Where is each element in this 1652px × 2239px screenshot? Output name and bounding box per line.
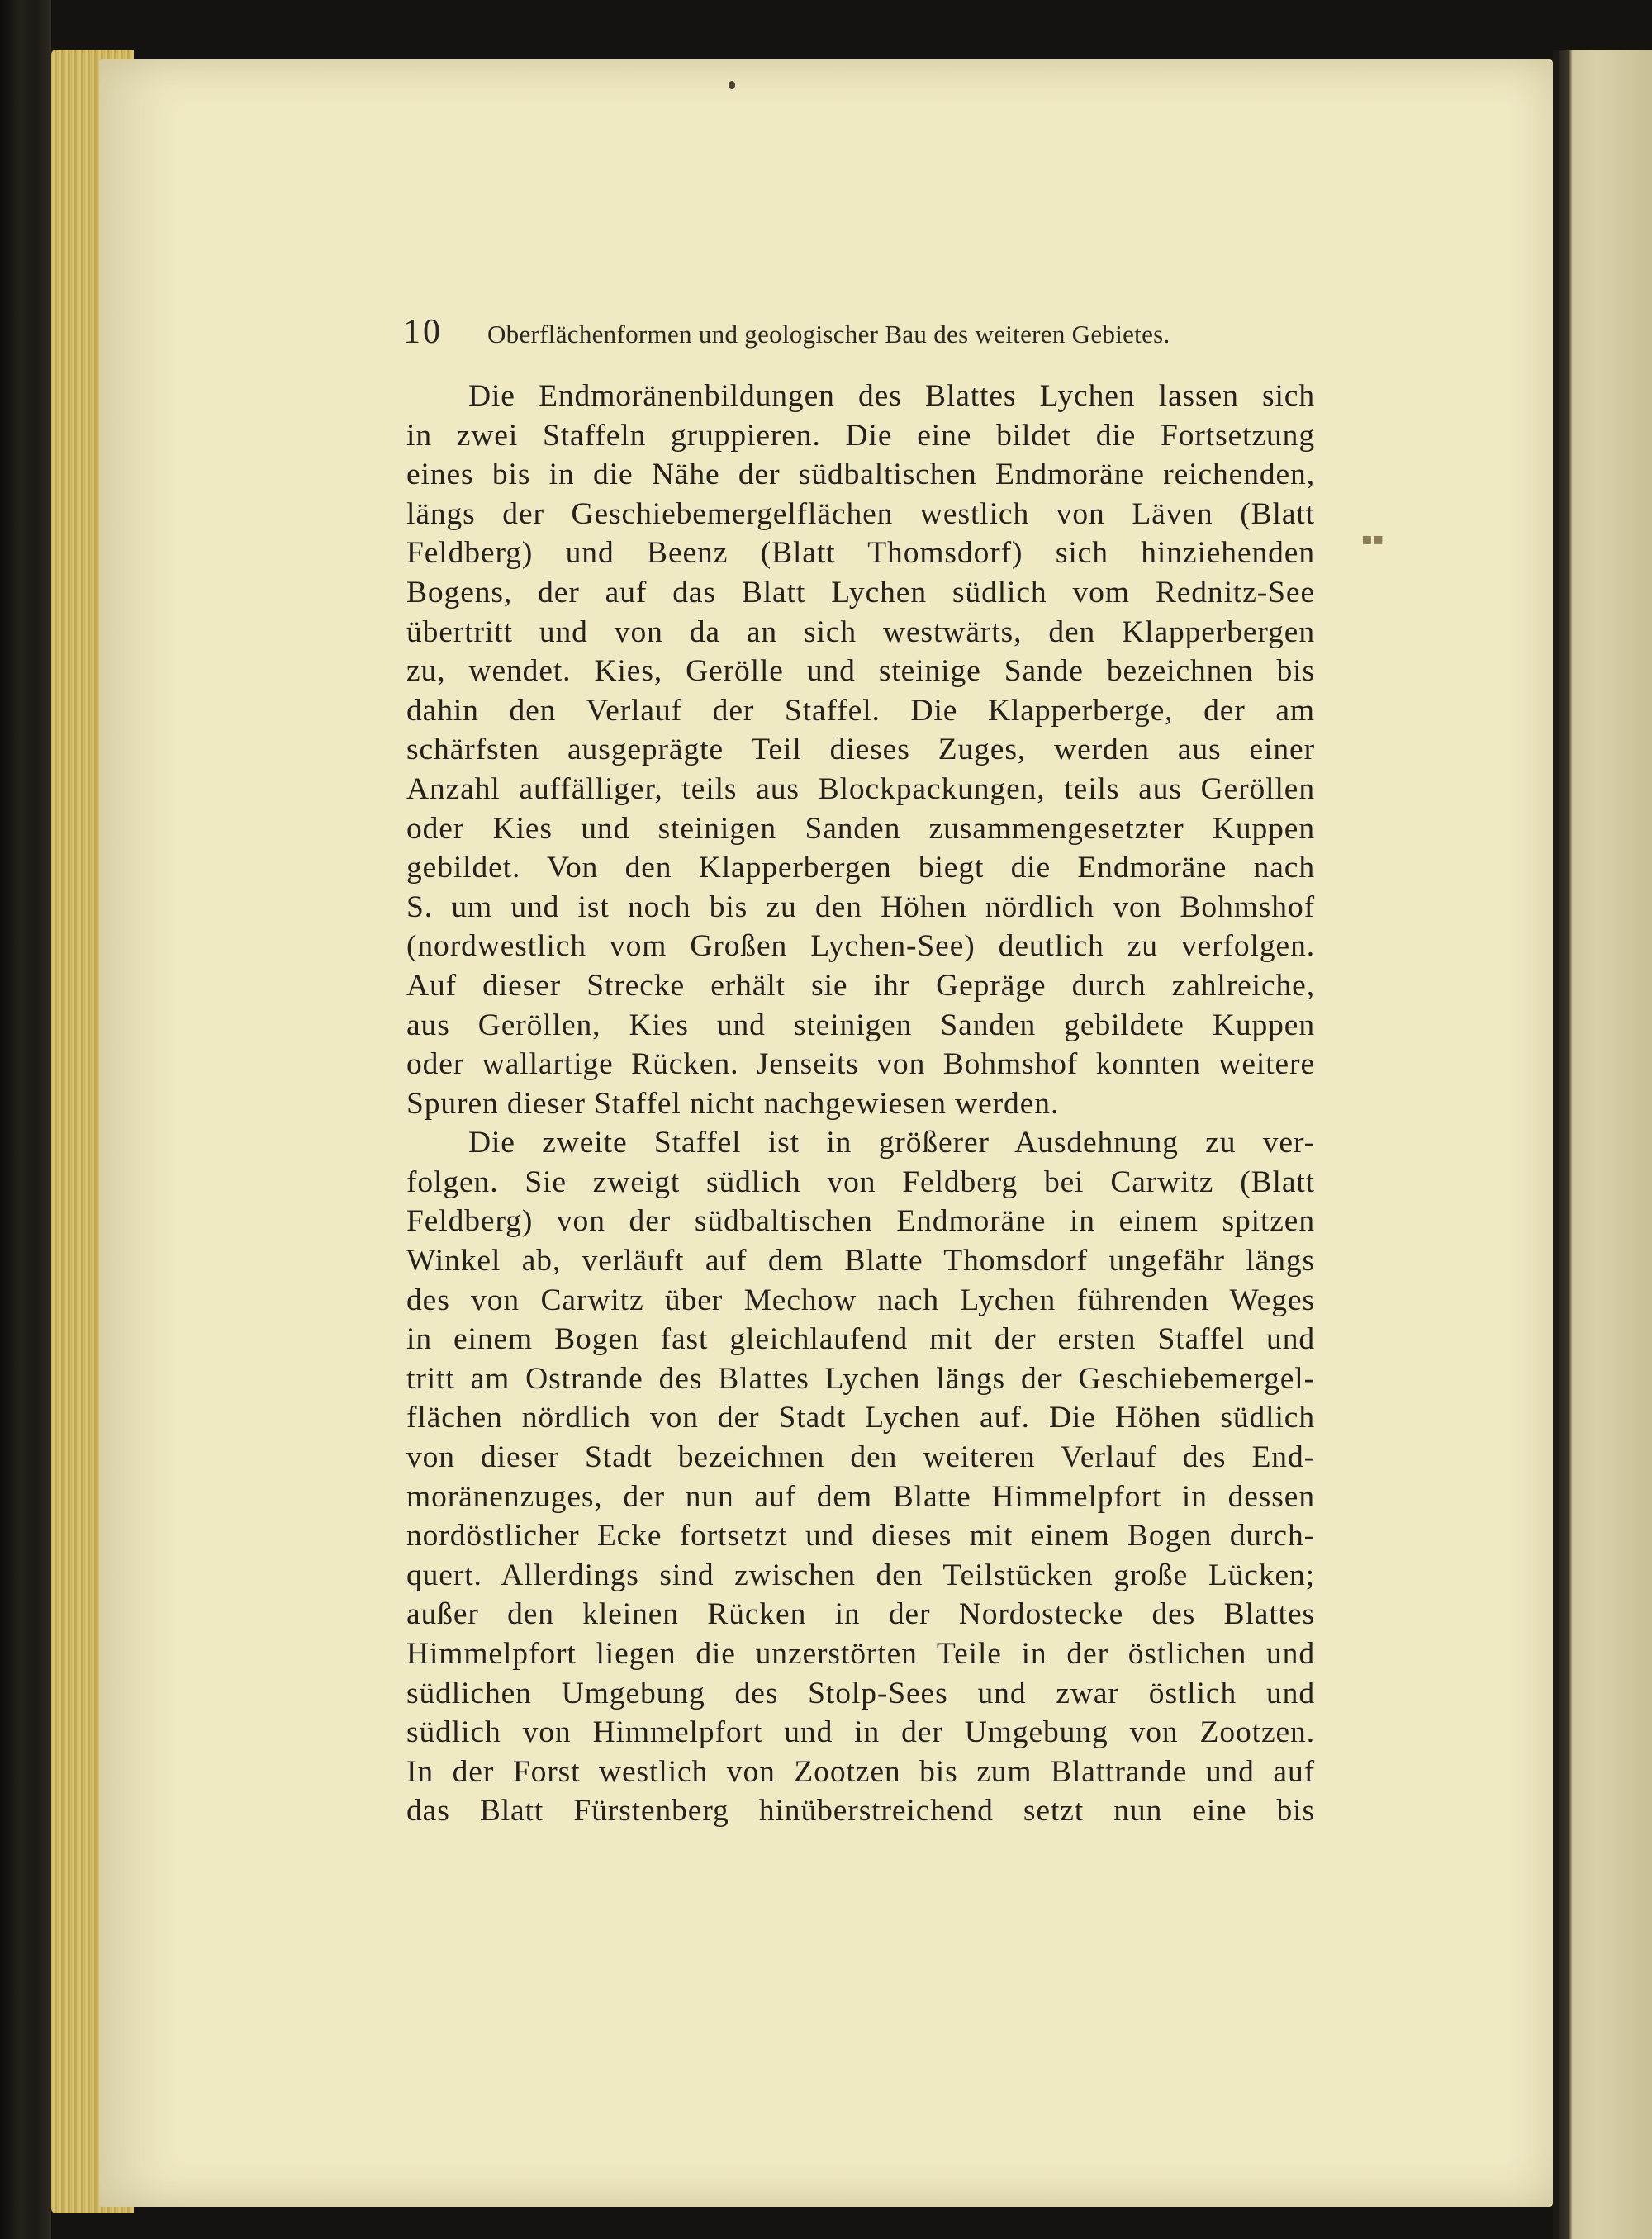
- paragraph-1: [406, 377, 1315, 1123]
- text-line: Feldberg) und Beenz (Blatt Thomsdorf) sich hinziehenden: [406, 536, 1315, 571]
- text-line: nordöstlicher Ecke fortsetzt und dieses mit einem Bogen durch-: [406, 1519, 1315, 1554]
- text-line: gebildet. Von den Klapperbergen biegt die Endmoräne nach: [406, 851, 1315, 885]
- text-line: zu, wendet. Kies, Gerölle und steinige Sande bezeichnen bis: [406, 654, 1315, 689]
- text-line: oder wallartige Rücken. Jenseits von Bohmshof konnten weitere: [406, 1047, 1315, 1082]
- margin-mark: ▪▪: [1361, 529, 1384, 548]
- text-line: flächen nördlich von der Stadt Lychen auf. Die Höhen südlich: [406, 1401, 1315, 1435]
- text-line: quert. Allerdings sind zwischen den Teilstücken große Lücken;: [406, 1558, 1315, 1592]
- text-line: in zwei Staffeln gruppieren. Die eine bildet die Fortsetzung: [406, 418, 1315, 453]
- text-line: Feldberg) von der südbaltischen Endmoräne in einem spitzen: [406, 1204, 1315, 1239]
- text-line: Himmelpfort liegen die unzerstörten Teile in der östlichen und: [406, 1637, 1315, 1671]
- text-line: außer den kleinen Rücken in der Nordostecke des Blattes: [406, 1597, 1315, 1632]
- text-line: folgen. Sie zweigt südlich von Feldberg bei Carwitz (Blatt: [406, 1165, 1315, 1199]
- text-line: Auf dieser Strecke erhält sie ihr Gepräge durch zahlreiche,: [406, 968, 1315, 1003]
- book-cover-edge: [0, 0, 51, 2239]
- text-line: eines bis in die Nähe der südbaltischen Endmoräne reichenden,: [406, 458, 1315, 492]
- text-line: südlich von Himmelpfort und in der Umgebung von Zootzen.: [406, 1715, 1315, 1750]
- ink-speck: [729, 81, 735, 89]
- text-line: aus Geröllen, Kies und steinigen Sanden gebildete Kuppen: [406, 1008, 1315, 1042]
- text-line: das Blatt Fürstenberg hinüberstreichend setzt nun eine bis: [406, 1794, 1315, 1829]
- text-line: Bogens, der auf das Blatt Lychen südlich vom Rednitz-See: [406, 575, 1315, 610]
- text-line: längs der Geschiebemergelflächen westlich von Läven (Blatt: [406, 496, 1315, 531]
- text-line: Die zweite Staffel ist in größerer Ausdehnung zu ver-: [468, 1126, 1315, 1160]
- page-header: [403, 312, 1320, 352]
- text-line: tritt am Ostrande des Blattes Lychen längs der Geschiebemergel-: [406, 1361, 1315, 1396]
- text-line: Spuren dieser Staffel nicht nachgewiesen werden.: [406, 1086, 1060, 1121]
- text-line: moränenzuges, der nun auf dem Blatte Himmelpfort in dessen: [406, 1479, 1315, 1514]
- body-text: [406, 377, 1315, 1831]
- text-line: In der Forst westlich von Zootzen bis zum Blattrande und auf: [406, 1754, 1315, 1789]
- text-line: dahin den Verlauf der Staffel. Die Klapperberge, der am: [406, 693, 1315, 728]
- text-line: Winkel ab, verläuft auf dem Blatte Thomsdorf ungefähr längs: [406, 1244, 1315, 1278]
- text-line: Anzahl auffälliger, teils aus Blockpackungen, teils aus Geröllen: [406, 771, 1315, 806]
- text-line: in einem Bogen fast gleichlaufend mit der ersten Staffel und: [406, 1322, 1315, 1357]
- text-line: von dieser Stadt bezeichnen den weiteren Verlauf des End-: [406, 1440, 1315, 1475]
- page-number: 10: [403, 313, 443, 351]
- text-line: schärfsten ausgeprägte Teil dieses Zuges, werden aus einer: [406, 733, 1315, 767]
- text-line: des von Carwitz über Mechow nach Lychen führenden Weges: [406, 1283, 1315, 1317]
- running-head: Oberflächenformen und geologischer Bau des weiteren Gebietes.: [487, 320, 1170, 349]
- text-line: oder Kies und steinigen Sanden zusammengesetzter Kuppen: [406, 811, 1315, 846]
- text-line: übertritt und von da an sich westwärts, den Klapperbergen: [406, 614, 1315, 649]
- text-line: südlichen Umgebung des Stolp-Sees und zwar östlich und: [406, 1676, 1315, 1710]
- adjacent-page-edge: [1559, 50, 1652, 2239]
- text-line: S. um und ist noch bis zu den Höhen nördlich von Bohmshof: [406, 889, 1315, 924]
- text-line: (nordwestlich vom Großen Lychen-See) deutlich zu verfolgen.: [406, 929, 1315, 964]
- text-line: Die Endmoränenbildungen des Blattes Lychen lassen sich: [468, 379, 1315, 413]
- paragraph-2: [406, 1123, 1315, 1831]
